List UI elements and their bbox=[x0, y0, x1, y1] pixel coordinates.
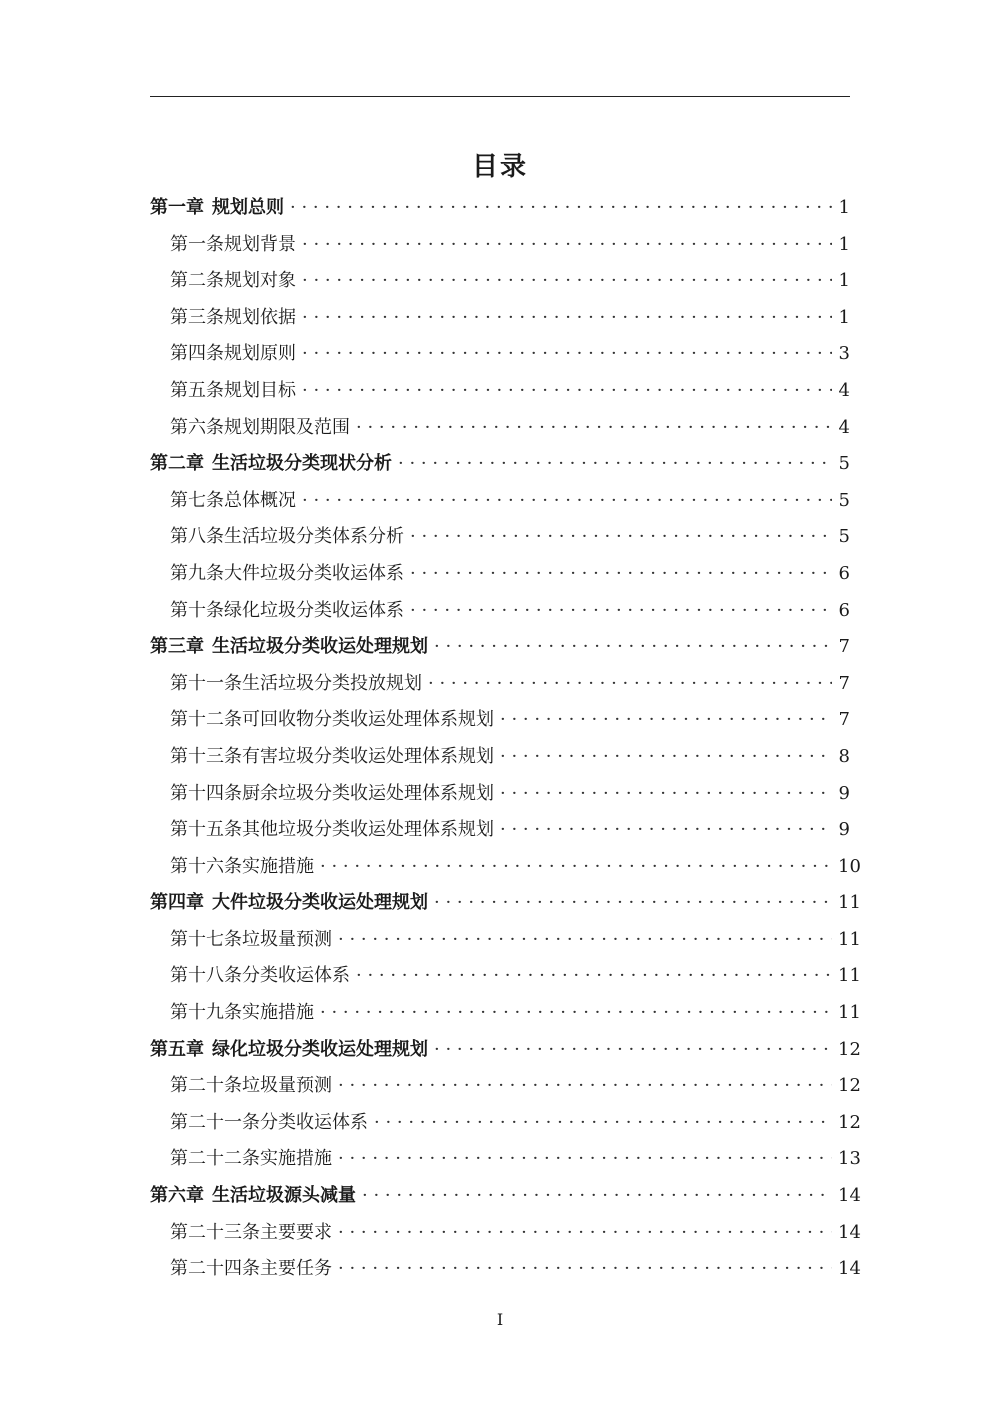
toc-entry-label: 实施措施 bbox=[242, 855, 314, 877]
toc-entry-label: 其他垃圾分类收运处理体系规划 bbox=[242, 819, 494, 841]
toc-entry-label: 生活垃圾分类体系分析 bbox=[224, 526, 404, 548]
toc-entry-number: 第十五条 bbox=[170, 819, 242, 841]
toc-entry-label: 可回收物分类收运处理体系规划 bbox=[242, 709, 494, 731]
toc-section-entry[interactable] bbox=[150, 227, 850, 264]
toc-entry-label: 主要任务 bbox=[260, 1258, 332, 1280]
toc-section-entry[interactable] bbox=[150, 776, 850, 813]
toc-entry-number: 第一章 bbox=[150, 197, 204, 218]
dot-leader bbox=[410, 519, 832, 556]
toc-entry-label: 生活垃圾分类投放规划 bbox=[242, 672, 422, 694]
dot-leader bbox=[410, 593, 832, 630]
toc-entry-page: 4 bbox=[838, 416, 850, 438]
toc-section-entry[interactable] bbox=[150, 336, 850, 373]
toc-chapter-entry[interactable] bbox=[150, 190, 850, 227]
toc-entry-number: 第七条 bbox=[170, 489, 224, 511]
toc-entry-page: 5 bbox=[838, 526, 850, 548]
toc-entry-page: 7 bbox=[838, 636, 850, 658]
toc-section-entry[interactable] bbox=[150, 1251, 861, 1288]
dot-leader bbox=[500, 776, 832, 813]
dot-leader bbox=[302, 336, 832, 373]
toc-section-entry[interactable] bbox=[150, 922, 861, 959]
toc-entry-page: 5 bbox=[838, 453, 850, 475]
toc-entry-number: 第十八条 bbox=[170, 965, 242, 987]
toc-section-entry[interactable] bbox=[150, 519, 850, 556]
toc-chapter-entry[interactable] bbox=[150, 446, 850, 483]
dot-leader bbox=[302, 373, 832, 410]
toc-section-entry[interactable] bbox=[150, 958, 861, 995]
toc-entry-number: 第八条 bbox=[170, 526, 224, 548]
toc-entry-number: 第十一条 bbox=[170, 672, 242, 694]
toc-entry-label: 绿化垃圾分类收运体系 bbox=[224, 599, 404, 621]
toc-section-entry[interactable] bbox=[150, 995, 861, 1032]
toc-entry-label: 绿化垃圾分类收运处理规划 bbox=[212, 1038, 428, 1060]
toc-entry-number: 第十三条 bbox=[170, 745, 242, 767]
toc-entry-number: 第四条 bbox=[170, 343, 224, 365]
toc-entry-page: 11 bbox=[838, 1002, 861, 1024]
toc-entry-number: 第二十二条 bbox=[170, 1148, 260, 1170]
toc-entry-label: 规划背景 bbox=[224, 233, 296, 255]
toc-entry-number: 第十条 bbox=[170, 599, 224, 621]
dot-leader bbox=[428, 666, 832, 703]
toc-entry-number: 第五章 bbox=[150, 1038, 204, 1060]
toc-entry-label: 规划目标 bbox=[224, 379, 296, 401]
dot-leader bbox=[320, 849, 832, 886]
toc-entry-page: 7 bbox=[838, 709, 850, 731]
toc-entry-page: 3 bbox=[838, 343, 850, 365]
toc-entry-page: 11 bbox=[838, 928, 861, 950]
toc-entry-number: 第一条 bbox=[170, 233, 224, 255]
toc-entry-page: 4 bbox=[838, 379, 850, 401]
toc-entry-label: 分类收运体系 bbox=[260, 1111, 368, 1133]
toc-entry-page: 10 bbox=[838, 855, 861, 877]
toc-section-entry[interactable] bbox=[150, 666, 850, 703]
toc-entry-page: 1 bbox=[838, 270, 850, 292]
toc-entry-page: 9 bbox=[838, 782, 850, 804]
dot-leader bbox=[500, 739, 832, 776]
toc-section-entry[interactable] bbox=[150, 263, 850, 300]
toc-entry-page: 14 bbox=[838, 1258, 861, 1280]
toc-entry-label: 垃圾量预测 bbox=[242, 1075, 332, 1097]
dot-leader bbox=[338, 1068, 832, 1105]
toc-entry-number: 第十九条 bbox=[170, 1002, 242, 1024]
toc-entry-number: 第二条 bbox=[170, 270, 224, 292]
toc-entry-label: 分类收运体系 bbox=[242, 965, 350, 987]
toc-entry-label: 有害垃圾分类收运处理体系规划 bbox=[242, 745, 494, 767]
dot-leader bbox=[356, 958, 832, 995]
toc-entry-label: 生活垃圾分类收运处理规划 bbox=[212, 636, 428, 658]
toc-entry-number: 第三条 bbox=[170, 306, 224, 328]
toc-entry-page: 13 bbox=[838, 1148, 861, 1170]
toc-entry-page: 14 bbox=[838, 1185, 861, 1207]
toc-entry-label: 大件垃圾分类收运处理规划 bbox=[212, 892, 428, 914]
toc-chapter-entry[interactable] bbox=[150, 1032, 861, 1069]
toc-entry-label: 主要要求 bbox=[260, 1221, 332, 1243]
toc-section-entry[interactable] bbox=[150, 410, 850, 447]
toc-section-entry[interactable] bbox=[150, 1105, 861, 1142]
toc-entry-page: 1 bbox=[838, 197, 850, 218]
toc-chapter-entry[interactable] bbox=[150, 885, 861, 922]
toc-entry-label: 大件垃圾分类收运体系 bbox=[224, 562, 404, 584]
toc-entry-number: 第十二条 bbox=[170, 709, 242, 731]
toc-entry-label: 规划总则 bbox=[212, 197, 284, 218]
toc-entry-page: 7 bbox=[838, 672, 850, 694]
toc-entry-number: 第二章 bbox=[150, 453, 204, 475]
toc-section-entry[interactable] bbox=[150, 593, 850, 630]
dot-leader bbox=[302, 300, 832, 337]
toc-entry-number: 第二十一条 bbox=[170, 1111, 260, 1133]
toc-entry-label: 垃圾量预测 bbox=[242, 928, 332, 950]
toc-entry-page: 9 bbox=[838, 819, 850, 841]
toc-entry-label: 规划对象 bbox=[224, 270, 296, 292]
toc-entry-number: 第十六条 bbox=[170, 855, 242, 877]
toc-entry-number: 第十四条 bbox=[170, 782, 242, 804]
dot-leader bbox=[338, 1251, 832, 1288]
toc-section-entry[interactable] bbox=[150, 373, 850, 410]
toc-chapter-entry[interactable] bbox=[150, 629, 850, 666]
dot-leader bbox=[434, 1032, 832, 1069]
toc-entry-label: 实施措施 bbox=[260, 1148, 332, 1170]
dot-leader bbox=[290, 190, 832, 227]
toc-section-entry[interactable] bbox=[150, 1068, 861, 1105]
dot-leader bbox=[410, 556, 832, 593]
dot-leader bbox=[500, 812, 832, 849]
toc-section-entry[interactable] bbox=[150, 556, 850, 593]
toc-section-entry[interactable] bbox=[150, 849, 861, 886]
dot-leader bbox=[320, 995, 832, 1032]
toc-entry-number: 第二十四条 bbox=[170, 1258, 260, 1280]
toc-entry-label: 规划期限及范围 bbox=[224, 416, 350, 438]
dot-leader bbox=[302, 483, 832, 520]
toc-entry-page: 12 bbox=[838, 1111, 861, 1133]
toc-entry-number: 第四章 bbox=[150, 892, 204, 914]
toc-entry-number: 第二十三条 bbox=[170, 1221, 260, 1243]
toc-entry-page: 6 bbox=[838, 562, 850, 584]
dot-leader bbox=[302, 227, 832, 264]
toc-section-entry[interactable] bbox=[150, 1141, 861, 1178]
toc-entry-number: 第六章 bbox=[150, 1185, 204, 1207]
toc-entry-page: 12 bbox=[838, 1075, 861, 1097]
toc-entry-number: 第九条 bbox=[170, 562, 224, 584]
toc-entry-label: 生活垃圾分类现状分析 bbox=[212, 453, 392, 475]
toc-entry-label: 规划原则 bbox=[224, 343, 296, 365]
toc-entry-number: 第三章 bbox=[150, 636, 204, 658]
toc-section-entry[interactable] bbox=[150, 702, 850, 739]
toc-chapter-entry[interactable] bbox=[150, 1178, 861, 1215]
toc-entry-number: 第十七条 bbox=[170, 928, 242, 950]
dot-leader bbox=[398, 446, 832, 483]
toc-entry-label: 总体概况 bbox=[224, 489, 296, 511]
toc-entry-label: 生活垃圾源头减量 bbox=[212, 1185, 356, 1207]
dot-leader bbox=[338, 922, 832, 959]
dot-leader bbox=[356, 410, 832, 447]
toc-section-entry[interactable] bbox=[150, 1215, 861, 1252]
toc-entry-page: 12 bbox=[838, 1038, 861, 1060]
toc-entry-page: 14 bbox=[838, 1221, 861, 1243]
toc-entry-label: 规划依据 bbox=[224, 306, 296, 328]
toc-entry-label: 实施措施 bbox=[242, 1002, 314, 1024]
dot-leader bbox=[338, 1215, 832, 1252]
dot-leader bbox=[434, 885, 832, 922]
toc-section-entry[interactable] bbox=[150, 300, 850, 337]
dot-leader bbox=[374, 1105, 832, 1142]
table-of-contents bbox=[150, 190, 861, 1288]
dot-leader bbox=[302, 263, 832, 300]
dot-leader bbox=[338, 1141, 832, 1178]
toc-entry-page: 6 bbox=[838, 599, 850, 621]
dot-leader bbox=[500, 702, 832, 739]
dot-leader bbox=[434, 629, 832, 666]
toc-section-entry[interactable] bbox=[150, 739, 850, 776]
header-rule bbox=[150, 96, 850, 97]
page-number: I bbox=[496, 1310, 504, 1329]
toc-entry-page: 1 bbox=[838, 306, 850, 328]
toc-entry-number: 第二十条 bbox=[170, 1075, 242, 1097]
toc-entry-page: 8 bbox=[838, 745, 850, 767]
toc-entry-number: 第五条 bbox=[170, 379, 224, 401]
toc-entry-number: 第六条 bbox=[170, 416, 224, 438]
toc-entry-page: 5 bbox=[838, 489, 850, 511]
toc-entry-page: 11 bbox=[838, 892, 861, 914]
toc-entry-page: 11 bbox=[838, 965, 861, 987]
toc-section-entry[interactable] bbox=[150, 812, 850, 849]
page-title: 目录 bbox=[471, 152, 528, 182]
dot-leader bbox=[362, 1178, 832, 1215]
toc-entry-page: 1 bbox=[838, 233, 850, 255]
toc-section-entry[interactable] bbox=[150, 483, 850, 520]
toc-entry-label: 厨余垃圾分类收运处理体系规划 bbox=[242, 782, 494, 804]
